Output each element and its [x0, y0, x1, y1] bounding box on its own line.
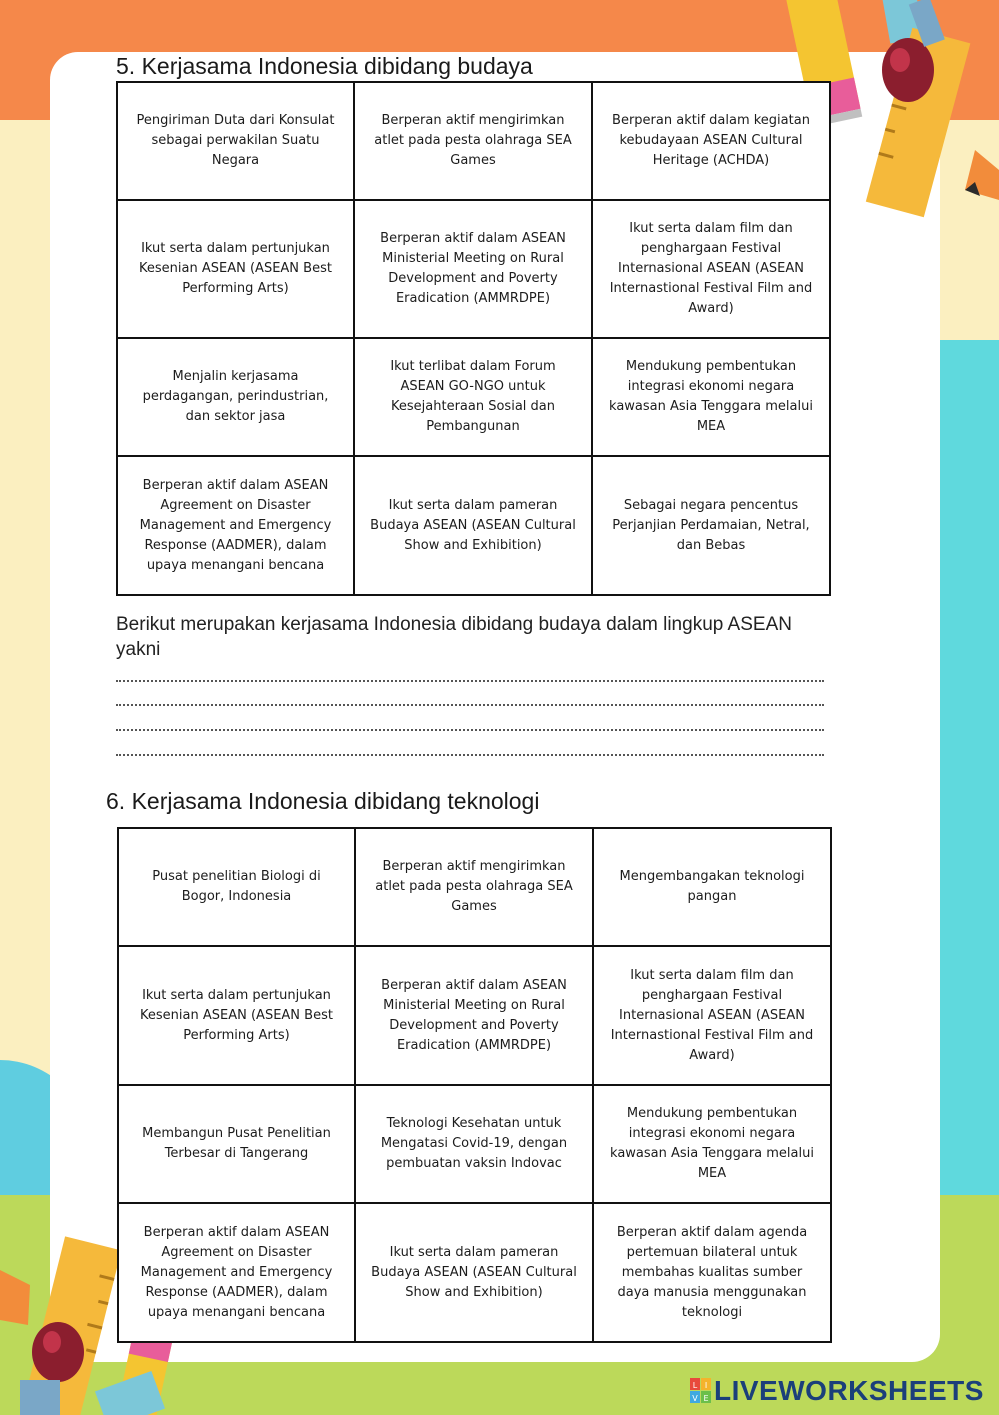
- section-5-cell-option[interactable]: Ikut serta dalam pertunjukan Kesenian ASEAN (ASEAN Best Performing Arts): [117, 200, 354, 338]
- liveworksheets-logo-icon: [690, 1378, 712, 1404]
- svg-text:L: L: [692, 1381, 698, 1390]
- section-6-cell-option[interactable]: Teknologi Kesehatan untuk Mengatasi Covid-19, dengan pembuatan vaksin Indovac: [355, 1085, 593, 1203]
- section-5-cell-option[interactable]: Berperan aktif dalam ASEAN Agreement on Disaster Management and Emergency Response (AADMER), dalam upaya menangani bencana: [117, 456, 354, 595]
- section-5-question: Berikut merupakan kerjasama Indonesia dibidang budaya dalam lingkup ASEAN yakni: [116, 614, 792, 660]
- svg-text:E: E: [703, 1394, 709, 1403]
- section-6-cell-option[interactable]: Berperan aktif dalam ASEAN Ministerial Meeting on Rural Development and Poverty Eradication (AMMRDPE): [355, 946, 593, 1085]
- svg-text:I: I: [704, 1381, 708, 1390]
- liveworksheets-brand[interactable]: [690, 1374, 984, 1408]
- section-5-cell-option[interactable]: Mendukung pembentukan integrasi ekonomi negara kawasan Asia Tenggara melalui MEA: [592, 338, 830, 456]
- section-6-cell-option[interactable]: Berperan aktif dalam ASEAN Agreement on Disaster Management and Emergency Response (AADMER), dalam upaya menangani bencana: [118, 1203, 355, 1342]
- answer-line-3[interactable]: [116, 729, 824, 731]
- section-6-cell-option[interactable]: Ikut serta dalam film dan penghargaan Festival Internasional ASEAN (ASEAN Internastional Festival Film and Award): [593, 946, 831, 1085]
- section-5-cell-option[interactable]: Ikut serta dalam pameran Budaya ASEAN (ASEAN Cultural Show and Exhibition): [354, 456, 592, 595]
- section-6-cell-option[interactable]: Ikut serta dalam pameran Budaya ASEAN (ASEAN Cultural Show and Exhibition): [355, 1203, 593, 1342]
- svg-text:V: V: [692, 1394, 698, 1403]
- section-5-title: 5. Kerjasama Indonesia dibidang budaya: [116, 53, 533, 79]
- section-6-cell-option[interactable]: Berperan aktif mengirimkan atlet pada pesta olahraga SEA Games: [355, 828, 593, 946]
- section-5-cell-option[interactable]: Menjalin kerjasama perdagangan, perindustrian, dan sektor jasa: [117, 338, 354, 456]
- section-5-cell-option[interactable]: Sebagai negara pencentus Perjanjian Perdamaian, Netral, dan Bebas: [592, 456, 830, 595]
- section-5-table: [116, 81, 831, 596]
- section-6-title: 6. Kerjasama Indonesia dibidang teknologi: [106, 788, 540, 814]
- section-6-cell-option[interactable]: Mengembangakan teknologi pangan: [593, 828, 831, 946]
- section-6-cell-option[interactable]: Pusat penelitian Biologi di Bogor, Indonesia: [118, 828, 355, 946]
- section-5-cell-option[interactable]: Ikut serta dalam film dan penghargaan Festival Internasional ASEAN (ASEAN Internastional Festival Film and Award): [592, 200, 830, 338]
- section-6-cell-option[interactable]: Mendukung pembentukan integrasi ekonomi negara kawasan Asia Tenggara melalui MEA: [593, 1085, 831, 1203]
- section-5-cell-option[interactable]: Berperan aktif dalam kegiatan kebudayaan ASEAN Cultural Heritage (ACHDA): [592, 82, 830, 200]
- section-6-cell-option[interactable]: Membangun Pusat Penelitian Terbesar di Tangerang: [118, 1085, 355, 1203]
- section-6-cell-option[interactable]: Berperan aktif dalam agenda pertemuan bilateral untuk membahas kualitas sumber daya manusia menggunakan teknologi: [593, 1203, 831, 1342]
- answer-line-2[interactable]: [116, 704, 824, 706]
- section-5-cell-option[interactable]: Berperan aktif mengirimkan atlet pada pesta olahraga SEA Games: [354, 82, 592, 200]
- section-5-cell-option[interactable]: Ikut terlibat dalam Forum ASEAN GO-NGO untuk Kesejahteraan Sosial dan Pembangunan: [354, 338, 592, 456]
- section-6-cell-option[interactable]: Ikut serta dalam pertunjukan Kesenian ASEAN (ASEAN Best Performing Arts): [118, 946, 355, 1085]
- answer-line-1[interactable]: [116, 680, 824, 682]
- answer-line-4[interactable]: [116, 754, 824, 756]
- section-5-cell-option[interactable]: Pengiriman Duta dari Konsulat sebagai perwakilan Suatu Negara: [117, 82, 354, 200]
- brand-name: LIVEWORKSHEETS: [714, 1375, 984, 1406]
- section-6-table: [117, 827, 832, 1343]
- section-5-cell-option[interactable]: Berperan aktif dalam ASEAN Ministerial Meeting on Rural Development and Poverty Eradication (AMMRDPE): [354, 200, 592, 338]
